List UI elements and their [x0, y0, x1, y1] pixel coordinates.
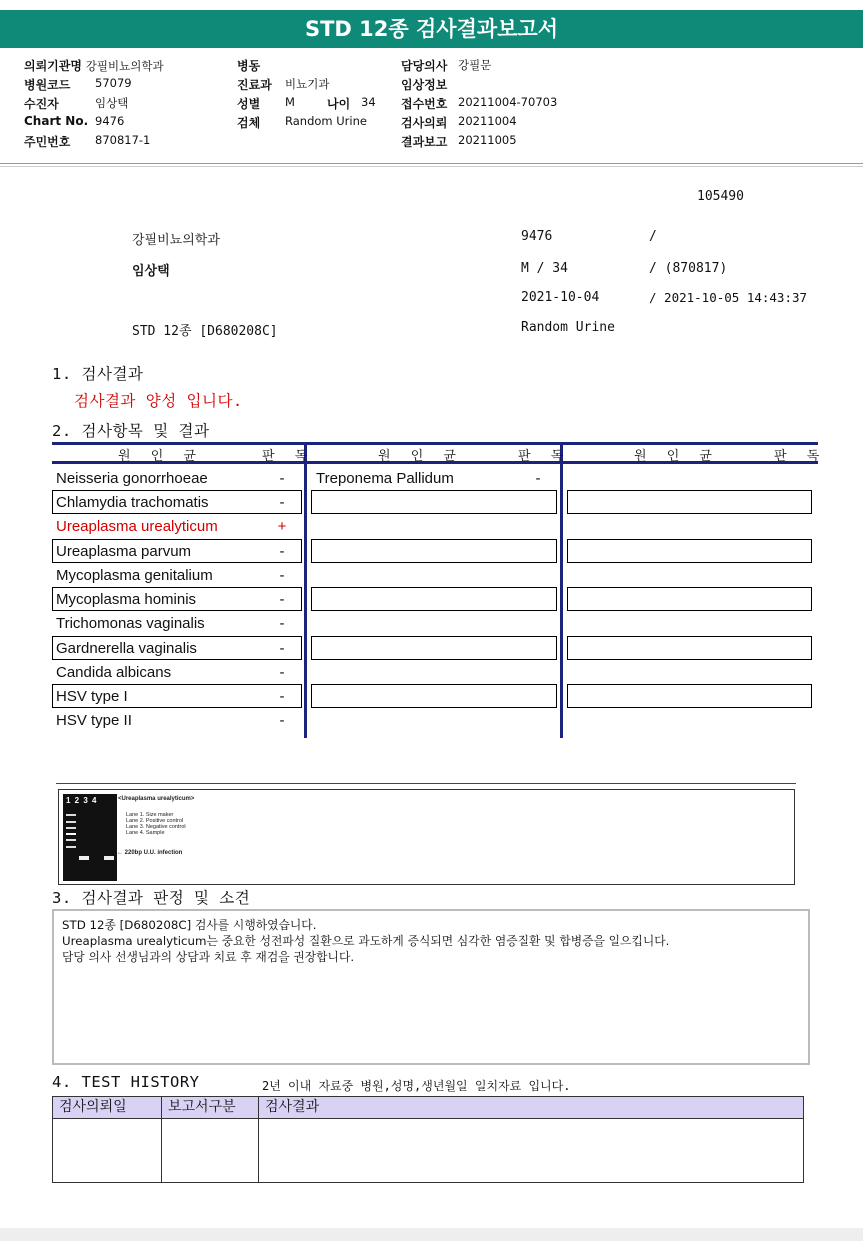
receive-date: 2021-10-04 [521, 290, 600, 305]
row-box [311, 539, 557, 563]
history-col-report-type: 보고서구분 [161, 1096, 259, 1119]
header-label: 담당의사 [401, 59, 448, 73]
header-value: 20211004 [458, 114, 517, 128]
header-label: 병원코드 [24, 78, 71, 92]
sample-band [104, 856, 114, 860]
gel-title: <Ureaplasma urealyticum> [118, 796, 195, 802]
organism-result: - [279, 712, 285, 729]
sex-age: M / 34 [521, 261, 568, 276]
header-label: 성별 [237, 97, 261, 111]
history-cell [161, 1118, 259, 1183]
organism-result: - [535, 470, 541, 487]
gel-panel [58, 789, 795, 885]
header-label: 임상정보 [401, 78, 448, 92]
ladder-band [66, 814, 76, 816]
findings-text [62, 917, 669, 965]
organism-result: - [279, 494, 285, 511]
left-arrow-icon: ← [117, 850, 123, 856]
col-header-result: 판 독 [518, 449, 572, 464]
gel-legend [126, 812, 186, 836]
organism-name: Candida albicans [56, 664, 172, 681]
findings-line: STD 12종 [D680208C] 검사를 시행하였습니다. [62, 918, 317, 932]
row-box [311, 684, 557, 708]
organism-name: Ureaplasma parvum [56, 543, 192, 560]
organism-result: - [279, 664, 285, 681]
findings-line: 담당 의사 선생님과의 상담과 치료 후 재검을 권장합니다. [62, 950, 355, 964]
ladder-band [66, 821, 76, 823]
organism-result: - [279, 567, 285, 584]
ladder-band [66, 833, 76, 835]
col-header-result: 판 독 [774, 449, 828, 464]
gel-electrophoresis-image [63, 794, 117, 881]
gel-panel-top-rule [56, 783, 796, 784]
gel-legend-item: Lane 2. Positive control [126, 818, 184, 824]
history-col-request-date: 검사의뢰일 [52, 1096, 162, 1119]
row-box [567, 636, 812, 660]
section2-title: 2. 검사항목 및 결과 [52, 422, 210, 440]
section1-title: 1. 검사결과 [52, 365, 144, 383]
report-datetime: / 2021-10-05 14:43:37 [649, 290, 808, 305]
organism-name: Mycoplasma hominis [56, 591, 197, 608]
table-col-divider [304, 442, 307, 738]
header-value: M [285, 95, 295, 109]
history-col-result: 검사결과 [258, 1096, 804, 1119]
header-value: 20211005 [458, 133, 517, 147]
organism-result: - [279, 543, 285, 560]
header-label: 검체 [237, 116, 261, 130]
organism-result: - [279, 640, 285, 657]
header-label: 의뢰기관명 [24, 59, 82, 73]
organism-name: Trichomonas vaginalis [56, 615, 205, 632]
header-left [24, 57, 164, 152]
gel-lane-numbers: 1 2 3 4 [66, 796, 98, 805]
ladder-band [66, 827, 76, 829]
header-value: 870817-1 [95, 133, 151, 147]
age-value: 34 [361, 95, 376, 109]
header-value: 9476 [95, 114, 125, 128]
separator: / [649, 229, 657, 244]
positive-control-band [79, 856, 89, 860]
header-value: 강필비뇨의학과 [85, 59, 164, 73]
row-box [567, 490, 812, 514]
header-divider [0, 163, 863, 164]
organism-name: Treponema Pallidum [316, 470, 454, 487]
header-value: 임상택 [95, 96, 129, 110]
ladder-band [66, 846, 76, 848]
row-box [311, 490, 557, 514]
gel-arrow-label [117, 850, 182, 856]
gel-legend-item: Lane 4. Sample [126, 830, 165, 836]
row-box [567, 684, 812, 708]
chart-number: 9476 [521, 229, 553, 244]
header-value: 비뇨기과 [285, 77, 330, 91]
header-label: 진료과 [237, 78, 272, 92]
organism-name: Gardnerella vaginalis [56, 640, 197, 657]
organism-name: HSV type II [56, 712, 132, 729]
header-label: 병동 [237, 59, 261, 73]
header-value: 강필문 [458, 58, 492, 72]
organism-result: - [279, 688, 285, 705]
ladder-band [66, 839, 76, 841]
section3-title: 3. 검사결과 판정 및 소견 [52, 889, 251, 907]
table-col-divider [560, 442, 563, 738]
header-label: 결과보고 [401, 135, 448, 149]
header-right [401, 57, 558, 152]
organism-result: - [279, 591, 285, 608]
findings-line: Ureaplasma urealyticum는 중요한 성전파성 질환으로 과도하게 증식되면 심각한 염증질환 및 합병증을 일으킵니다. [62, 934, 670, 948]
page-footer-band [0, 1228, 863, 1241]
col-header-organism: 원 인 균 [118, 449, 204, 464]
gel-arrow-text: 220bp U.U. infection [124, 850, 183, 856]
section4-title: 4. TEST HISTORY [52, 1073, 200, 1091]
report-number: 105490 [697, 189, 744, 204]
age-label: 나이 [327, 97, 351, 111]
organism-name: Mycoplasma genitalium [56, 567, 213, 584]
header-mid [237, 57, 387, 133]
header-divider-shadow [0, 166, 863, 167]
row-box [567, 587, 812, 611]
organism-name: Neisseria gonorrhoeae [56, 470, 208, 487]
organism-result-positive: + [277, 518, 287, 535]
organism-name: Chlamydia trachomatis [56, 494, 209, 511]
row-box [567, 539, 812, 563]
col-header-organism: 원 인 균 [634, 449, 720, 464]
organism-name: HSV type I [56, 688, 128, 705]
header-value: Random Urine [285, 114, 367, 128]
patient-name: 임상택 [132, 264, 170, 279]
gel-legend-item: Lane 1. Size maker [126, 812, 174, 818]
organism-name-positive: Ureaplasma urealyticum [56, 518, 218, 535]
clinic-name: 강필비뇨의학과 [132, 233, 220, 248]
organism-result: - [279, 615, 285, 632]
history-note: 2년 이내 자료중 병원,성명,생년월일 일치자료 입니다. [262, 1079, 571, 1093]
history-cell [258, 1118, 804, 1183]
header-value: 57079 [95, 76, 132, 90]
positive-result-text: 검사결과 양성 입니다. [74, 392, 243, 410]
row-box [311, 636, 557, 660]
organism-result: - [279, 470, 285, 487]
birth-date: / (870817) [649, 261, 728, 276]
history-cell [52, 1118, 162, 1183]
header-label: 수진자 [24, 97, 59, 111]
header-value: 20211004-70703 [458, 95, 558, 109]
specimen: Random Urine [521, 320, 615, 335]
report-title: STD 12종 검사결과보고서 [0, 10, 863, 48]
col-header-result: 판 독 [262, 449, 316, 464]
header-label: 접수번호 [401, 97, 448, 111]
header-label: Chart No. [24, 114, 89, 128]
header-label: 검사의뢰 [401, 116, 448, 130]
col-header-organism: 원 인 균 [378, 449, 464, 464]
header-label: 주민번호 [24, 135, 71, 149]
gel-legend-item: Lane 3. Negative control [126, 824, 186, 830]
test-name: STD 12종 [D680208C] [132, 324, 278, 339]
row-box [311, 587, 557, 611]
